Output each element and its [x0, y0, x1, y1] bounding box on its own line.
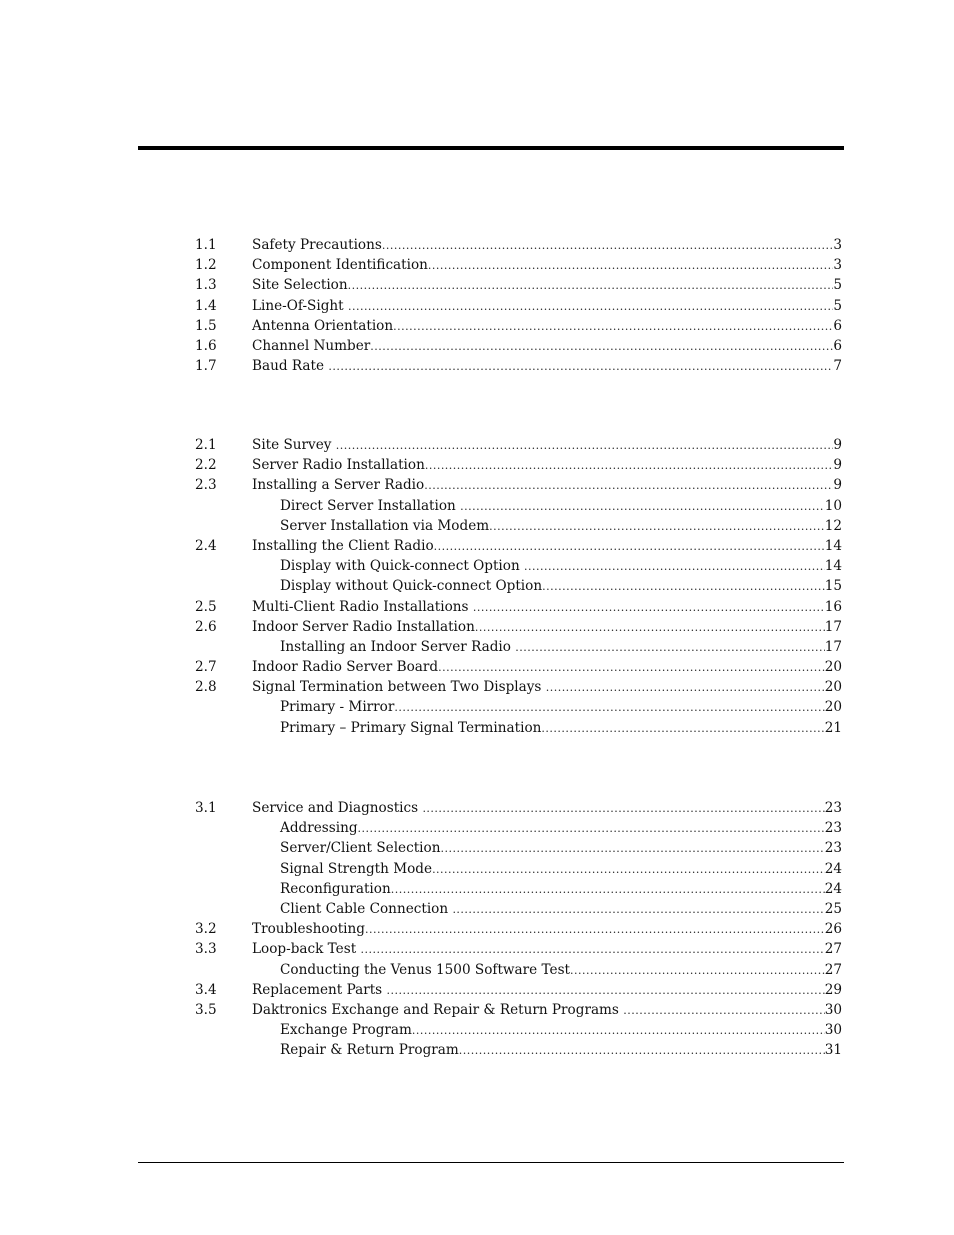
- toc-entry-line: [280, 718, 842, 739]
- toc-entry-title: Installing a Server Radio: [252, 477, 425, 494]
- toc-entry-title: Reconfiguration: [280, 880, 391, 897]
- toc-entry-page: 14: [824, 537, 842, 554]
- toc-entry-number: 1.7: [195, 358, 217, 375]
- dot-leader: [394, 698, 824, 718]
- toc-entry-number: 1.6: [195, 337, 217, 354]
- dot-leader: [542, 577, 825, 597]
- toc-entry-page: 20: [824, 699, 842, 716]
- toc-entry-page: 27: [824, 941, 842, 958]
- toc-entry-number: 2.8: [195, 679, 217, 696]
- toc-entry-line: [252, 980, 842, 1001]
- toc-entry[interactable]: [0, 455, 954, 475]
- dot-leader: [428, 256, 833, 276]
- toc-entry[interactable]: [0, 657, 954, 677]
- toc-entry-title: Channel Number: [252, 337, 371, 354]
- toc-entry-line: [280, 697, 842, 718]
- toc-entry-title: Display without Quick-connect Option: [280, 578, 543, 595]
- dot-leader: [432, 860, 825, 880]
- toc-entry-number: 2.5: [195, 598, 217, 615]
- toc-entry-number: 2.3: [195, 477, 217, 494]
- toc-entry-line: [280, 960, 842, 981]
- toc-entry[interactable]: [0, 1020, 954, 1040]
- toc-entry-number: 1.1: [195, 237, 217, 253]
- dot-leader: [460, 497, 825, 517]
- toc-entry-line: [252, 597, 842, 618]
- toc-entry-page: 29: [824, 981, 842, 998]
- toc-entry[interactable]: [0, 316, 954, 336]
- dot-leader: [365, 920, 825, 940]
- toc-entry[interactable]: [0, 475, 954, 495]
- toc-entry-page: 5: [833, 277, 842, 294]
- dot-leader: [425, 456, 834, 476]
- dot-leader: [348, 297, 833, 317]
- dot-leader: [452, 900, 824, 920]
- toc-entry[interactable]: [0, 838, 954, 858]
- toc-section-1: [0, 235, 954, 376]
- dot-leader: [475, 618, 825, 638]
- toc-entry[interactable]: [0, 818, 954, 838]
- toc-entry-line: [252, 275, 842, 296]
- toc-entry[interactable]: [0, 356, 954, 376]
- toc-entry-page: 27: [824, 961, 842, 978]
- toc-entry-title: Loop-back Test: [252, 941, 361, 958]
- toc-entry-number: 1.5: [195, 317, 217, 334]
- toc-entry-line: [252, 919, 842, 940]
- toc-entry[interactable]: [0, 980, 954, 1000]
- toc-entry[interactable]: [0, 296, 954, 316]
- toc-entry-number: 3.4: [195, 981, 217, 998]
- dot-leader: [328, 357, 833, 377]
- toc-entry-title: Antenna Orientation: [252, 317, 394, 334]
- dot-leader: [524, 557, 825, 577]
- toc-entry-page: 3: [833, 237, 842, 253]
- toc-entry-title: Baud Rate: [252, 358, 329, 375]
- toc-entry[interactable]: [0, 697, 954, 717]
- dot-leader: [440, 839, 824, 859]
- toc-entry[interactable]: [0, 536, 954, 556]
- toc-entry-page: 30: [824, 1022, 842, 1039]
- toc-entry-number: 2.2: [195, 457, 217, 474]
- toc-entry-title: Line-Of-Sight: [252, 297, 348, 314]
- toc-entry-title: Installing the Client Radio: [252, 537, 434, 554]
- toc-entry-line: [280, 637, 842, 658]
- dot-leader: [391, 880, 825, 900]
- toc-entry-page: 3: [833, 257, 842, 274]
- toc-entry-page: 23: [824, 840, 842, 857]
- toc-entry-line: [280, 818, 842, 839]
- toc-entry-title: Display with Quick-connect Option: [280, 558, 525, 575]
- toc-entry-page: 23: [824, 820, 842, 837]
- toc-entry-title: Signal Strength Mode: [280, 860, 433, 877]
- toc-entry-line: [252, 536, 842, 557]
- toc-entry-title: Direct Server Installation: [280, 497, 461, 514]
- toc-entry-line: [252, 235, 842, 256]
- toc-entry-line: [252, 798, 842, 819]
- toc-entry-page: 31: [824, 1042, 842, 1059]
- toc-entry-line: [280, 1040, 842, 1061]
- toc-entry-line: [280, 1020, 842, 1041]
- toc-entry-line: [280, 838, 842, 859]
- toc-entry-title: Daktronics Exchange and Repair & Return Programs: [252, 1001, 624, 1018]
- toc-entry-title: Site Selection: [252, 277, 348, 294]
- toc-entry-number: 1.2: [195, 257, 217, 274]
- toc-entry-page: 9: [833, 457, 842, 474]
- toc-entry-page: 24: [824, 860, 842, 877]
- toc-entry-page: 5: [833, 297, 842, 314]
- dot-leader: [473, 598, 825, 618]
- toc-entry-number: 2.7: [195, 659, 217, 676]
- toc-entry-title: Safety Precautions: [252, 237, 382, 253]
- toc-entry-number: 2.1: [195, 437, 217, 453]
- dot-leader: [393, 317, 833, 337]
- dot-leader: [360, 940, 824, 960]
- toc-entry-line: [280, 516, 842, 537]
- toc-entry-line: [280, 899, 842, 920]
- toc-entry[interactable]: [0, 637, 954, 657]
- toc-entry[interactable]: [0, 879, 954, 899]
- toc-entry-page: 16: [824, 598, 842, 615]
- toc-entry-line: [252, 356, 842, 377]
- toc-entry-title: Indoor Radio Server Board: [252, 659, 439, 676]
- toc-entry-line: [280, 496, 842, 517]
- toc-entry-page: 7: [833, 358, 842, 375]
- toc-entry-page: 12: [824, 517, 842, 534]
- toc-entry-page: 9: [833, 477, 842, 494]
- dot-leader: [570, 961, 825, 981]
- toc-entry[interactable]: [0, 516, 954, 536]
- toc-entry-line: [252, 617, 842, 638]
- toc-entry-title: Component Identification: [252, 257, 428, 274]
- dot-leader: [358, 819, 825, 839]
- toc-entry-page: 24: [824, 880, 842, 897]
- toc-entry-number: 3.2: [195, 921, 217, 938]
- dot-leader: [412, 1021, 825, 1041]
- toc-entry-line: [252, 939, 842, 960]
- toc-entry-page: 9: [833, 437, 842, 453]
- toc-entry-page: 14: [824, 558, 842, 575]
- toc-section-2: [0, 435, 954, 738]
- bottom-rule: [138, 1162, 844, 1163]
- toc-entry-page: 25: [824, 900, 842, 917]
- toc-entry-number: 1.3: [195, 277, 217, 294]
- toc-entry-title: Client Cable Connection: [280, 900, 453, 917]
- toc-entry-page: 6: [833, 337, 842, 354]
- toc-entry-title: Server Installation via Modem: [280, 517, 490, 534]
- toc-entry-title: Troubleshooting: [252, 921, 365, 938]
- toc-entry-title: Service and Diagnostics: [252, 800, 423, 816]
- toc-entry-line: [252, 336, 842, 357]
- toc-entry-title: Replacement Parts: [252, 981, 387, 998]
- toc-entry-line: [280, 556, 842, 577]
- toc-entry-title: Repair & Return Program: [280, 1042, 459, 1059]
- toc-entry-page: 21: [824, 719, 842, 736]
- toc-entry[interactable]: [0, 919, 954, 939]
- toc-entry-title: Addressing: [280, 820, 358, 837]
- toc-entry-title: Site Survey: [252, 437, 336, 453]
- top-rule: [138, 146, 844, 150]
- toc-entry[interactable]: [0, 960, 954, 980]
- toc-entry-number: 2.4: [195, 537, 217, 554]
- toc-entry-page: 30: [824, 1001, 842, 1018]
- toc-entry[interactable]: [0, 496, 954, 516]
- toc-entry-line: [252, 435, 842, 456]
- dot-leader: [438, 658, 825, 678]
- toc-entry[interactable]: [0, 1040, 954, 1060]
- toc-entry[interactable]: [0, 255, 954, 275]
- toc-section-3: [0, 798, 954, 1060]
- dot-leader: [382, 236, 833, 256]
- toc-entry-page: 26: [824, 921, 842, 938]
- toc-entry-title: Primary - Mirror: [280, 699, 395, 716]
- toc-entry[interactable]: [0, 435, 954, 455]
- toc-entry-page: 17: [824, 638, 842, 655]
- toc-entry[interactable]: [0, 597, 954, 617]
- toc-entry-title: Primary – Primary Signal Termination: [280, 719, 542, 736]
- toc-entry-page: 17: [824, 618, 842, 635]
- toc-entry-line: [280, 859, 842, 880]
- toc-entry-line: [280, 576, 842, 597]
- toc-entry-title: Exchange Program: [280, 1022, 412, 1039]
- toc-entry-page: 15: [824, 578, 842, 595]
- toc-entry-line: [252, 316, 842, 337]
- toc-entry-title: Conducting the Venus 1500 Software Test: [280, 961, 571, 978]
- toc-entry[interactable]: [0, 899, 954, 919]
- toc-entry-page: 20: [824, 679, 842, 696]
- toc-entry[interactable]: [0, 617, 954, 637]
- toc-entry-page: 6: [833, 317, 842, 334]
- toc-entry-title: Server Radio Installation: [252, 457, 425, 474]
- toc-entry-line: [280, 879, 842, 900]
- toc-entry[interactable]: [0, 1000, 954, 1020]
- toc-entry[interactable]: [0, 939, 954, 959]
- toc-entry[interactable]: [0, 275, 954, 295]
- dot-leader: [424, 476, 833, 496]
- dot-leader: [348, 276, 834, 296]
- toc-entry-number: 1.4: [195, 297, 217, 314]
- dot-leader: [623, 1001, 824, 1021]
- dot-leader: [370, 337, 833, 357]
- toc-entry-title: Installing an Indoor Server Radio: [280, 638, 516, 655]
- toc-entry[interactable]: [0, 798, 954, 818]
- toc-entry-line: [252, 475, 842, 496]
- toc-entry-line: [252, 455, 842, 476]
- toc-entry-line: [252, 296, 842, 317]
- toc-entry-line: [252, 677, 842, 698]
- toc-entry-number: 3.1: [195, 800, 217, 816]
- toc-entry-page: 20: [824, 659, 842, 676]
- dot-leader: [386, 981, 824, 1001]
- toc-entry[interactable]: [0, 556, 954, 576]
- dot-leader: [515, 638, 824, 658]
- dot-leader: [459, 1041, 825, 1061]
- toc-entry-title: Indoor Server Radio Installation: [252, 618, 475, 635]
- toc-entry-line: [252, 657, 842, 678]
- toc-entry[interactable]: [0, 235, 954, 255]
- dot-leader: [422, 799, 824, 819]
- dot-leader: [434, 537, 825, 557]
- toc-entry-title: Multi-Client Radio Installations: [252, 598, 473, 615]
- dot-leader: [541, 719, 824, 739]
- toc-entry-number: 2.6: [195, 618, 217, 635]
- toc-entry-line: [252, 1000, 842, 1021]
- toc-entry[interactable]: [0, 718, 954, 738]
- toc-entry[interactable]: [0, 336, 954, 356]
- toc-entry-title: Server/Client Selection: [280, 840, 441, 857]
- toc-entry[interactable]: [0, 677, 954, 697]
- dot-leader: [489, 517, 825, 537]
- toc-entry-line: [252, 255, 842, 276]
- dot-leader: [546, 678, 825, 698]
- dot-leader: [336, 436, 834, 456]
- toc-entry-number: 3.3: [195, 941, 217, 958]
- toc-entry-title: Signal Termination between Two Displays: [252, 679, 546, 696]
- toc-entry-number: 3.5: [195, 1001, 217, 1018]
- toc-entry[interactable]: [0, 859, 954, 879]
- toc-entry-page: 23: [824, 800, 842, 816]
- toc-entry[interactable]: [0, 576, 954, 596]
- toc-entry-page: 10: [824, 497, 842, 514]
